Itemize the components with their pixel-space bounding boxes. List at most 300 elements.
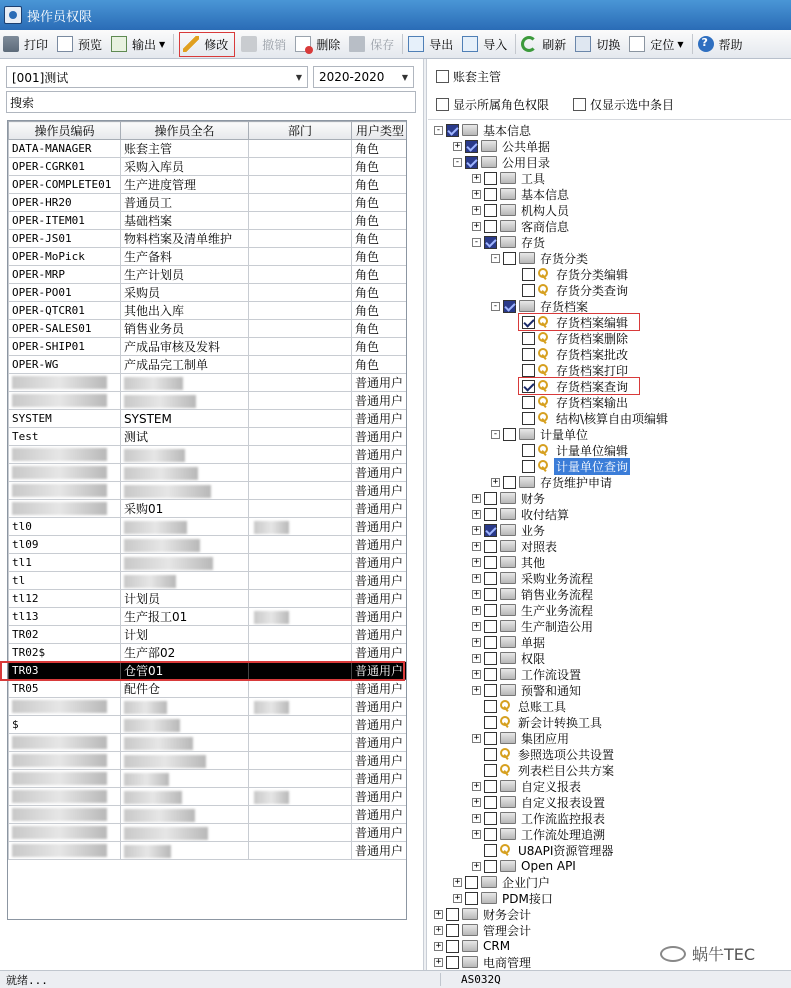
tree-checkbox[interactable]	[503, 476, 516, 489]
tree-checkbox[interactable]	[522, 412, 535, 425]
delete-button[interactable]: 删除	[292, 32, 346, 57]
tree-node[interactable]	[510, 314, 630, 330]
redacted-block	[124, 773, 169, 786]
tree-node-label: U8API资源管理器	[518, 843, 614, 858]
tree-node[interactable]	[472, 730, 571, 746]
expand-icon[interactable]: +	[473, 172, 480, 183]
tree-node[interactable]	[472, 650, 547, 666]
expand-icon[interactable]: +	[454, 892, 461, 903]
tree-checkbox[interactable]	[484, 236, 497, 249]
tree-checkbox[interactable]	[484, 700, 497, 713]
tree-node[interactable]	[510, 266, 630, 282]
table-cell	[249, 464, 352, 482]
tree-node[interactable]	[472, 682, 583, 698]
table-row[interactable]	[9, 572, 408, 590]
watermark-text: 蜗牛TEC	[692, 945, 756, 964]
tree-node[interactable]	[472, 826, 607, 842]
tree-node[interactable]	[472, 698, 568, 714]
table-cell	[9, 698, 121, 716]
tree-checkbox[interactable]	[484, 844, 497, 857]
expand-icon[interactable]: +	[473, 780, 480, 791]
table-row[interactable]	[9, 518, 408, 536]
table-row[interactable]	[9, 734, 408, 752]
tree-checkbox[interactable]	[484, 796, 497, 809]
tree-node-label: PDM接口	[502, 891, 553, 906]
key-icon	[500, 764, 511, 776]
table-row[interactable]	[9, 770, 408, 788]
collapse-icon[interactable]: -	[435, 124, 442, 135]
expand-icon[interactable]: +	[473, 492, 480, 503]
tree-node[interactable]	[491, 250, 590, 266]
tree-checkbox[interactable]	[465, 140, 478, 153]
table-row[interactable]	[9, 266, 408, 284]
expand-icon[interactable]: +	[473, 572, 480, 583]
redacted-block	[254, 701, 289, 714]
tree-node-label: 计量单位编辑	[556, 443, 629, 458]
tree-checkbox[interactable]	[446, 956, 459, 969]
chevron-down-icon: ▼	[295, 73, 302, 82]
tree-node[interactable]	[472, 618, 595, 634]
table-row[interactable]	[9, 644, 408, 662]
tree-checkbox[interactable]	[484, 204, 497, 217]
table-cell: tl1	[9, 554, 121, 572]
tree-node[interactable]	[472, 570, 595, 586]
expand-icon[interactable]: +	[473, 652, 480, 663]
tree-checkbox[interactable]	[446, 940, 459, 953]
tree-node[interactable]	[472, 842, 615, 858]
expand-icon[interactable]: +	[435, 908, 442, 919]
tree-checkbox[interactable]	[484, 636, 497, 649]
table-cell	[121, 554, 249, 572]
expand-icon[interactable]: +	[435, 940, 442, 951]
tree-checkbox[interactable]	[484, 732, 497, 745]
redacted-block	[124, 809, 195, 822]
tree-node[interactable]	[472, 794, 607, 810]
table-row[interactable]	[9, 698, 408, 716]
table-cell: tl13	[9, 608, 121, 626]
help-button[interactable]: ? 帮助	[695, 32, 749, 57]
table-cell: 普通用户	[352, 842, 408, 860]
toolbar-separator	[692, 34, 693, 54]
print-button[interactable]: 打印	[0, 32, 54, 57]
tree-checkbox[interactable]	[446, 124, 459, 137]
tree-checkbox[interactable]	[465, 876, 478, 889]
expand-icon[interactable]: +	[473, 860, 480, 871]
tree-node[interactable]	[453, 890, 555, 906]
redacted-block	[12, 700, 107, 713]
tree-checkbox[interactable]	[484, 540, 497, 553]
table-cell	[249, 626, 352, 644]
table-row[interactable]	[9, 482, 408, 500]
key-icon	[538, 444, 549, 456]
tree-node[interactable]	[453, 138, 552, 154]
column-header[interactable]: 操作员全名	[121, 122, 249, 140]
column-header[interactable]: 部门	[249, 122, 352, 140]
table-row[interactable]	[9, 680, 408, 698]
table-cell	[249, 788, 352, 806]
table-row[interactable]	[9, 284, 408, 302]
table-row[interactable]	[9, 176, 408, 194]
table-cell: 角色	[352, 194, 408, 212]
folder-icon	[500, 652, 516, 664]
table-row[interactable]	[9, 464, 408, 482]
table-row[interactable]	[9, 842, 408, 860]
tree-checkbox[interactable]	[503, 428, 516, 441]
table-row[interactable]	[9, 410, 408, 428]
tree-node[interactable]	[491, 426, 590, 442]
tree-checkbox[interactable]	[484, 220, 497, 233]
locate-button[interactable]: 定位 ▼	[626, 32, 689, 57]
tree-checkbox[interactable]	[465, 156, 478, 169]
table-row[interactable]	[9, 824, 408, 842]
tree-checkbox[interactable]	[484, 188, 497, 201]
table-cell: tl09	[9, 536, 121, 554]
tree-checkbox[interactable]	[484, 172, 497, 185]
table-cell	[249, 518, 352, 536]
save-button[interactable]: 保存	[346, 32, 400, 57]
account-select[interactable]	[6, 66, 308, 88]
table-row[interactable]	[9, 392, 408, 410]
save-icon	[349, 36, 365, 52]
tree-checkbox[interactable]	[522, 396, 535, 409]
tree-node[interactable]	[472, 586, 595, 602]
table-cell	[121, 842, 249, 860]
table-row[interactable]	[9, 626, 408, 644]
expand-icon[interactable]: +	[473, 220, 480, 231]
tree-checkbox[interactable]	[484, 652, 497, 665]
import-button[interactable]: 导入	[459, 32, 513, 57]
redacted-block	[254, 791, 289, 804]
year-select-value: 2020-2020	[319, 70, 385, 84]
table-cell	[249, 680, 352, 698]
table-row[interactable]	[9, 302, 408, 320]
table-row[interactable]	[9, 554, 408, 572]
tree-checkbox[interactable]	[522, 364, 535, 377]
redacted-block	[12, 808, 107, 821]
table-cell: 普通用户	[352, 608, 408, 626]
table-cell	[121, 788, 249, 806]
tree-node[interactable]	[472, 858, 578, 874]
collapse-icon[interactable]: -	[492, 252, 499, 263]
table-cell	[9, 842, 121, 860]
expand-icon[interactable]: +	[473, 684, 480, 695]
tree-node[interactable]	[472, 170, 547, 186]
preview-button[interactable]: 预览	[54, 32, 108, 57]
toolbar-separator	[173, 34, 174, 54]
tree-checkbox[interactable]	[503, 252, 516, 265]
table-row[interactable]	[9, 716, 408, 734]
table-row[interactable]	[9, 752, 408, 770]
tree-node-label: 对照表	[521, 539, 558, 554]
folder-icon	[500, 572, 516, 584]
refresh-button[interactable]: 刷新	[518, 32, 572, 57]
tree-node[interactable]	[510, 330, 630, 346]
table-cell: 采购01	[121, 500, 249, 518]
account-master-checkbox[interactable]: 账套主管	[436, 68, 501, 85]
table-cell	[249, 338, 352, 356]
table-cell: 采购入库员	[121, 158, 249, 176]
column-header[interactable]: 操作员编码	[9, 122, 121, 140]
table-row[interactable]	[9, 194, 408, 212]
table-cell: OPER-PO01	[9, 284, 121, 302]
splitter[interactable]	[423, 59, 427, 970]
table-cell: 角色	[352, 212, 408, 230]
folder-icon	[500, 684, 516, 696]
tree-node[interactable]	[472, 202, 571, 218]
tree-node[interactable]	[510, 346, 630, 362]
tree-checkbox[interactable]	[484, 588, 497, 601]
tree-node[interactable]	[510, 394, 630, 410]
folder-icon	[500, 220, 516, 232]
table-cell: 普通用户	[352, 410, 408, 428]
table-cell	[249, 500, 352, 518]
tree-node[interactable]	[472, 538, 559, 554]
tree-node-label: 参照选项公共设置	[518, 747, 615, 762]
tree-checkbox[interactable]	[522, 444, 535, 457]
table-row[interactable]	[9, 428, 408, 446]
table-cell	[121, 482, 249, 500]
table-cell	[121, 446, 249, 464]
table-row[interactable]	[9, 608, 408, 626]
tree-node[interactable]	[510, 378, 630, 394]
tree-checkbox[interactable]	[446, 908, 459, 921]
redacted-block	[124, 557, 213, 570]
table-cell: 普通用户	[352, 770, 408, 788]
table-cell: 普通用户	[352, 446, 408, 464]
undo-button[interactable]: 撤销	[238, 32, 292, 57]
tree-checkbox[interactable]	[484, 748, 497, 761]
table-cell	[9, 464, 121, 482]
switch-icon	[575, 36, 591, 52]
tree-node[interactable]	[472, 810, 607, 826]
tree-node-label: 计量单位查询	[556, 459, 629, 474]
table-cell: 普通用户	[352, 716, 408, 734]
account-select-value: [001]测试	[12, 70, 69, 85]
tree-checkbox[interactable]	[484, 620, 497, 633]
tree-checkbox[interactable]	[522, 332, 535, 345]
tree-node[interactable]	[472, 746, 616, 762]
table-row[interactable]	[9, 662, 408, 680]
folder-icon	[462, 924, 478, 936]
table-row[interactable]	[9, 230, 408, 248]
title-bar	[0, 0, 791, 30]
collapse-icon[interactable]: -	[454, 156, 461, 167]
table-cell	[249, 608, 352, 626]
export-button[interactable]: 导出	[405, 32, 459, 57]
tree-node[interactable]	[472, 778, 583, 794]
tree-node-label: 存货分类编辑	[556, 267, 629, 282]
tree-checkbox[interactable]	[522, 284, 535, 297]
table-row[interactable]	[9, 356, 408, 374]
tree-checkbox[interactable]	[522, 380, 535, 393]
table-row[interactable]	[9, 788, 408, 806]
tree-node-label: 权限	[521, 651, 546, 666]
table-cell	[249, 194, 352, 212]
table-row[interactable]	[9, 590, 408, 608]
expand-icon[interactable]: +	[473, 188, 480, 199]
expand-icon[interactable]: +	[473, 524, 480, 535]
tree-node[interactable]	[453, 154, 552, 170]
tree-node-label: 存货档案删除	[556, 331, 629, 346]
table-cell	[249, 266, 352, 284]
table-cell: 角色	[352, 356, 408, 374]
toolbar	[0, 30, 791, 59]
tree-node[interactable]	[434, 122, 533, 138]
tree-node[interactable]	[472, 490, 547, 506]
table-cell	[249, 716, 352, 734]
table-row[interactable]	[9, 374, 408, 392]
tree-node[interactable]	[472, 506, 571, 522]
tree-node-label: 存货分类查询	[556, 283, 629, 298]
tree-checkbox[interactable]	[484, 764, 497, 777]
table-cell	[249, 842, 352, 860]
tree-node-label: 存货档案编辑	[556, 315, 629, 330]
expand-icon[interactable]: +	[454, 140, 461, 151]
table-cell: 基础档案	[121, 212, 249, 230]
tree-node[interactable]	[472, 762, 616, 778]
tree-checkbox[interactable]	[484, 524, 497, 537]
table-cell: 角色	[352, 302, 408, 320]
tree-node[interactable]	[510, 458, 630, 474]
expand-icon[interactable]: +	[435, 956, 442, 967]
table-row[interactable]	[9, 320, 408, 338]
switch-button[interactable]: 切换	[572, 32, 626, 57]
table-row[interactable]	[9, 446, 408, 464]
expand-icon[interactable]: +	[473, 812, 480, 823]
table-row[interactable]	[9, 248, 408, 266]
expand-icon[interactable]: +	[473, 588, 480, 599]
expand-icon[interactable]: +	[473, 508, 480, 519]
expand-icon[interactable]: +	[473, 668, 480, 679]
tree-checkbox[interactable]	[484, 780, 497, 793]
tree-checkbox[interactable]	[484, 572, 497, 585]
tree-node[interactable]	[472, 554, 547, 570]
table-row[interactable]	[9, 500, 408, 518]
edit-button[interactable]: 修改	[179, 32, 235, 57]
collapse-icon[interactable]: -	[473, 236, 480, 247]
tree-node[interactable]	[434, 954, 533, 970]
tree-checkbox[interactable]	[484, 860, 497, 873]
expand-icon[interactable]: +	[435, 924, 442, 935]
column-header[interactable]: 用户类型	[352, 122, 408, 140]
table-cell: OPER-QTCR01	[9, 302, 121, 320]
tree-checkbox[interactable]	[503, 300, 516, 313]
tree-node[interactable]	[472, 186, 571, 202]
tree-node[interactable]	[491, 474, 614, 490]
tree-checkbox[interactable]	[522, 460, 535, 473]
tree-checkbox[interactable]	[484, 684, 497, 697]
tree-node[interactable]	[434, 906, 533, 922]
table-cell: 生产进度管理	[121, 176, 249, 194]
tree-node-label: 存货	[521, 235, 546, 250]
tree-checkbox[interactable]	[522, 348, 535, 361]
operator-table	[8, 121, 407, 860]
expand-icon[interactable]: +	[473, 732, 480, 743]
tree-checkbox[interactable]	[484, 668, 497, 681]
tree-checkbox[interactable]	[484, 492, 497, 505]
tree-checkbox[interactable]	[522, 268, 535, 281]
table-cell: 普通用户	[352, 680, 408, 698]
table-cell: TR02	[9, 626, 121, 644]
tree-checkbox[interactable]	[484, 604, 497, 617]
table-cell	[249, 248, 352, 266]
tree-node[interactable]	[510, 442, 630, 458]
expand-icon[interactable]: +	[473, 636, 480, 647]
tree-node[interactable]	[434, 938, 512, 954]
tree-node[interactable]	[472, 602, 595, 618]
expand-icon[interactable]: +	[454, 876, 461, 887]
output-button[interactable]: 输出 ▼	[108, 32, 171, 57]
expand-icon[interactable]: +	[473, 796, 480, 807]
table-cell	[9, 824, 121, 842]
status-code: AS032Q	[440, 973, 791, 986]
tree-node[interactable]	[472, 666, 583, 682]
tree-node-label: 销售业务流程	[521, 587, 594, 602]
tree-checkbox[interactable]	[446, 924, 459, 937]
folder-icon	[500, 732, 516, 744]
redacted-block	[124, 539, 200, 552]
tree-checkbox[interactable]	[522, 316, 535, 329]
tree-checkbox[interactable]	[484, 812, 497, 825]
tree-node[interactable]	[472, 234, 547, 250]
redacted-block	[12, 790, 107, 803]
tree-node[interactable]	[472, 522, 547, 538]
table-row[interactable]	[9, 140, 408, 158]
tree-checkbox[interactable]	[484, 556, 497, 569]
redacted-block	[124, 701, 167, 714]
table-row[interactable]	[9, 158, 408, 176]
tree-checkbox[interactable]	[484, 508, 497, 521]
expand-icon[interactable]: +	[473, 204, 480, 215]
collapse-icon[interactable]: -	[492, 428, 499, 439]
table-cell	[249, 284, 352, 302]
expand-icon[interactable]: +	[473, 556, 480, 567]
table-row[interactable]	[9, 212, 408, 230]
table-cell: 普通用户	[352, 824, 408, 842]
expand-icon[interactable]: +	[492, 476, 499, 487]
collapse-icon[interactable]: -	[492, 300, 499, 311]
search-input[interactable]	[6, 91, 416, 113]
tree-checkbox[interactable]	[484, 828, 497, 841]
year-select[interactable]	[313, 66, 414, 88]
tree-node[interactable]	[491, 298, 590, 314]
expand-icon[interactable]: +	[473, 828, 480, 839]
tree-node[interactable]	[434, 922, 533, 938]
tree-node[interactable]	[510, 282, 630, 298]
tree-checkbox[interactable]	[484, 716, 497, 729]
table-row[interactable]	[9, 806, 408, 824]
expand-icon[interactable]: +	[473, 540, 480, 551]
tree-node[interactable]	[510, 410, 670, 426]
tree-node[interactable]	[472, 218, 571, 234]
table-cell	[249, 428, 352, 446]
table-row[interactable]	[9, 536, 408, 554]
expand-icon[interactable]: +	[473, 604, 480, 615]
tree-node[interactable]	[472, 714, 604, 730]
expand-icon[interactable]: +	[473, 620, 480, 631]
tree-node[interactable]	[472, 634, 547, 650]
table-cell: 普通用户	[352, 788, 408, 806]
table-cell	[249, 536, 352, 554]
table-row[interactable]	[9, 338, 408, 356]
tree-node[interactable]	[510, 362, 630, 378]
show-roles-checkbox[interactable]: 显示所属角色权限	[436, 96, 549, 113]
tree-node[interactable]	[453, 874, 552, 890]
help-icon	[698, 36, 714, 52]
only-selected-checkbox[interactable]: 仅显示选中条目	[573, 96, 674, 113]
tree-checkbox[interactable]	[465, 892, 478, 905]
table-cell: 生产计划员	[121, 266, 249, 284]
